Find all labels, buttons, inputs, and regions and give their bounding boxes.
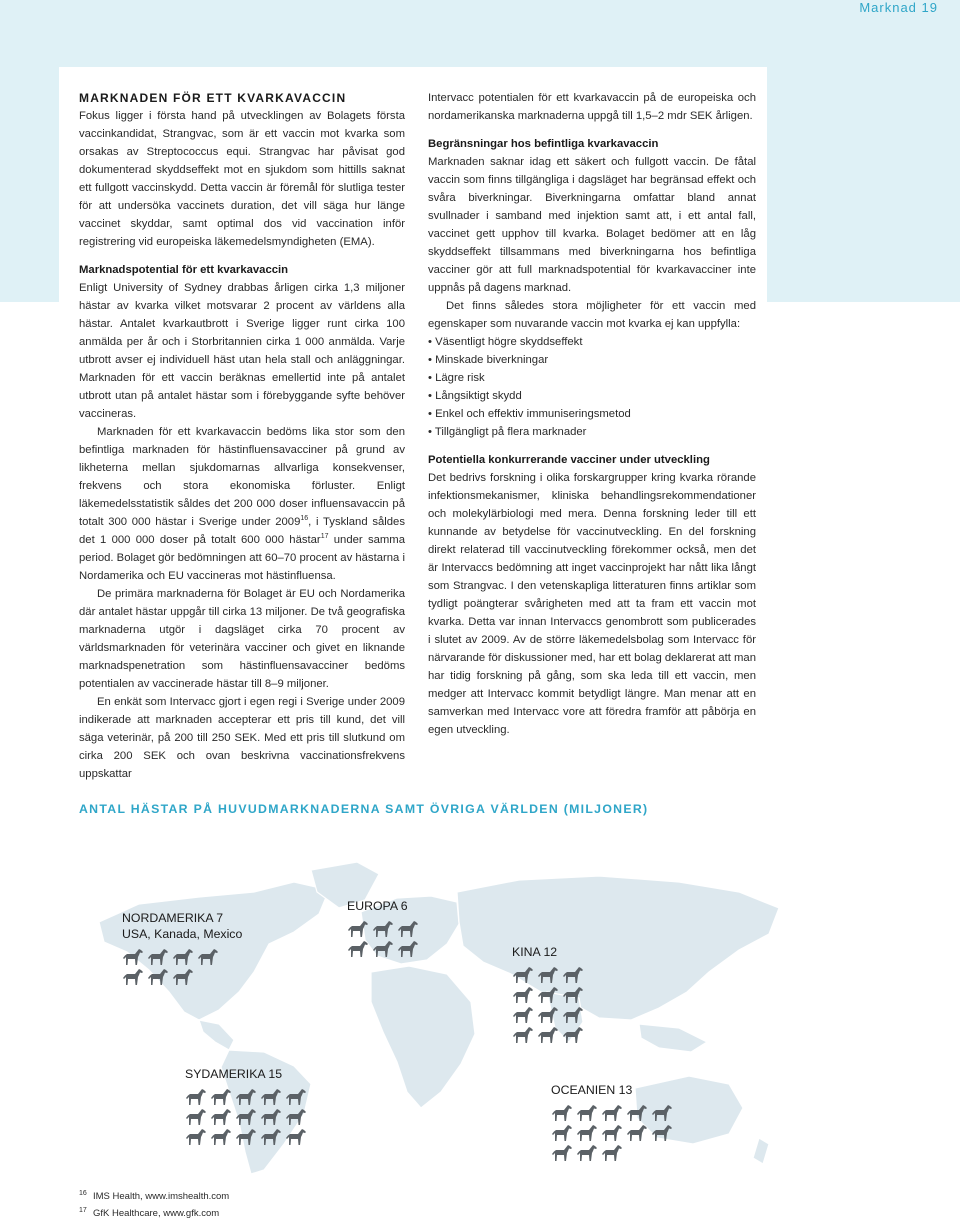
horse-icon: [372, 940, 394, 958]
subheading-limitations: Begränsningar hos befintliga kvarkavaccin: [428, 138, 659, 150]
region-label: EUROPA 6: [347, 899, 408, 913]
advantages-list: [428, 333, 756, 441]
horse-icon: [347, 940, 369, 958]
region-label: SYDAMERIKA 15: [185, 1067, 283, 1081]
horse-icon: [537, 966, 559, 984]
horse-grid: [185, 1088, 307, 1146]
horse-icon: [562, 966, 584, 984]
horse-icon: [210, 1088, 232, 1106]
horse-grid: [347, 920, 419, 958]
horse-icon: [260, 1088, 282, 1106]
horse-icon: [147, 968, 169, 986]
horse-icon: [122, 968, 144, 986]
paragraph: Det finns således stora möjligheter för ett vaccin med egenskaper som nuvarande vaccin mot kvarka ej kan uppfylla:: [428, 300, 756, 330]
southeast-asia-shape: [639, 1024, 707, 1052]
footnote-text: GfK Healthcare, www.gfk.com: [93, 1208, 220, 1219]
list-item: • Enkel och effektiv immuniseringsmetod: [428, 405, 756, 423]
list-item: • Långsiktigt skydd: [428, 387, 756, 405]
horse-icon: [601, 1144, 623, 1162]
horse-icon: [260, 1128, 282, 1146]
horse-icon: [185, 1128, 207, 1146]
horse-icon: [537, 986, 559, 1004]
region-south-america: [185, 1066, 307, 1146]
horse-icon: [285, 1108, 307, 1126]
horse-icon: [651, 1124, 673, 1142]
region-label: NORDAMERIKA 7: [122, 911, 224, 925]
paragraph: Marknaden saknar idag ett säkert och fullgott vaccin. De fåtal vaccin som finns tillgängliga i dagsläget har begränsad effekt och svåra biverkningar. Biverkningarna omfattar bland annat svullnader i samband med injektion samt att, i ett antal fall, vaccinet gett upphov till kvarka. Bolaget bedömer att en låg skyddseffekt tillsammans med biverkningarna hos befintliga vacciner gör att full marknadspotential för kvarkavacciner inte uppnås på dagens marknad.: [428, 156, 756, 294]
horse-icon: [551, 1104, 573, 1122]
region-label: KINA 12: [512, 945, 558, 959]
list-item: • Lägre risk: [428, 369, 756, 387]
horse-icon: [626, 1104, 648, 1122]
page-number: 19: [921, 0, 938, 15]
subheading-competitors: Potentiella konkurrerande vacciner under utveckling: [428, 454, 710, 466]
horse-icon: [197, 948, 219, 966]
section-heading: MARKNADEN FÖR ETT KVARKAVACCIN: [79, 91, 347, 105]
footnotes: [79, 1188, 229, 1221]
horse-icon: [537, 1006, 559, 1024]
horse-icon: [576, 1124, 598, 1142]
horse-icon: [285, 1128, 307, 1146]
horse-icon: [576, 1144, 598, 1162]
horse-icon: [122, 948, 144, 966]
footnote-ref: 16: [300, 515, 309, 523]
africa-shape: [371, 966, 475, 1108]
horse-icon: [562, 986, 584, 1004]
horse-icon: [551, 1124, 573, 1142]
list-item: • Väsentligt högre skyddseffekt: [428, 333, 756, 351]
intro-paragraph: Fokus ligger i första hand på utvecklingen av Bolagets första vaccinkandidat, Strangvac, som är ett vaccin mot kvarka som orsakas av Streptococcus equi. Strangvac har påvisat god dokumenterad skyddseffekt mot en sjukdom som hittills saknat ett fullgott vaccinskydd. Detta vaccin är föremål för slutliga tester för att undersöka vaccinets duration, det vill säga hur länge vaccinet skyddar, samt optimal dos vid vaccination inför registrering vid europeiska läkemedelsmyndigheten (EMA).: [79, 110, 405, 248]
world-map: [79, 852, 799, 1182]
horse-icon: [372, 920, 394, 938]
horse-icon: [235, 1128, 257, 1146]
horse-icon: [562, 1026, 584, 1044]
horse-icon: [537, 1026, 559, 1044]
horse-icon: [512, 966, 534, 984]
horse-icon: [172, 968, 194, 986]
horse-icon: [601, 1104, 623, 1122]
horse-icon: [210, 1128, 232, 1146]
paragraph: Det bedrivs forskning i olika forskargrupper kring kvarka rörande infektionsmekanismer, kliniska behandlingsrekommendationer och molekylärbiologi med mera. Denna forskning leder till ett kunnande av betydelse för vaccinutveckling. En del forskning direkt relaterad till vaccinutveckling förekommer också, men det är Intervaccs bedömning att inget vaccinprojekt har nått lika långt som Strangvac. I den vetenskapliga litteraturen finns artiklar som tydligt poängterar svårigheten med att ta fram ett vaccin mot kvarka. Detta var innan Intervaccs genombrott som publicerades i slutet av 2009. Av de större läkemedelsbolag som Intervacc för närvarande för diskussioner med, har ett bolag deklarerat att man har tidig forskning på gång, som ska leda till ett vaccin, men medger att Intervacc kommit betydligt längre. Man menar att en samverkan med Intervacc vore att föredra framför att påbörja en egen utveckling.: [428, 472, 756, 736]
paragraph-text: Marknaden för ett kvarkavaccin bedöms lika stor som den befintliga marknaden för hästinfluensavacciner på grund av likheterna mellan sjukdomarnas allvarliga konsekvenser, frekvens och stora ekonomiska förluster. Enligt läkemedelsstatistik såldes det 200 000 doser influensavaccin på totalt 300 000 hästar i Sverige under 2009: [79, 426, 405, 528]
horse-icon: [601, 1124, 623, 1142]
horse-grid: [551, 1104, 673, 1162]
subheading-market-potential: Marknadspotential för ett kvarkavaccin: [79, 264, 289, 276]
paragraph-text: , i Tyskland såldes det 1 000 000 doser på totalt 600 000 hästar: [79, 516, 405, 546]
right-column: [428, 89, 756, 739]
list-item: • Tillgängligt på flera marknader: [428, 423, 756, 441]
asia-shape: [457, 876, 779, 1020]
horse-grid: [122, 948, 242, 986]
paragraph: En enkät som Intervacc gjort i egen regi i Sverige under 2009 indikerade att marknaden accepterar ett pris till kund, det vill säga veterinär, på 200 till 250 SEK. Med ett pris till slutkund om cirka 200 SEK och ovan beskrivna vaccinationsfrekvens uppskattar: [79, 696, 405, 780]
horse-icon: [347, 920, 369, 938]
paragraph: Enligt University of Sydney drabbas årligen cirka 1,3 miljoner hästar av kvarka vilket motsvarar 2 procent av världens alla hästar. Antalet kvarkautbrott i Sverige ligger runt cirka 100 anmälda per år och i Storbritannien cirka 1 000 anmälda. Varje utbrott avser ej individuell häst utan hela stall och anläggningar. Marknaden för ett vaccin beräknas emellertid inte på antalet utbrott utan på antalet hästar som i förebyggande syfte behöver vaccineras.: [79, 282, 405, 420]
horse-icon: [626, 1124, 648, 1142]
page-header: [859, 0, 938, 15]
horse-icon: [397, 920, 419, 938]
paragraph-text: under samma period. Bolaget gör bedömningen att 60–70 procent av hästarna i Nordamerika och EU vaccineras mot hästinfluensa.: [79, 534, 405, 582]
paragraph: [79, 423, 405, 585]
horse-icon: [260, 1108, 282, 1126]
horse-icon: [512, 986, 534, 1004]
footnote-text: IMS Health, www.imshealth.com: [93, 1191, 230, 1202]
footnote: 16 IMS Health, www.imshealth.com: [79, 1189, 230, 1202]
footnote-ref: 17: [320, 533, 329, 541]
region-sublabel: USA, Kanada, Mexico: [122, 927, 243, 941]
horse-icon: [235, 1088, 257, 1106]
horse-icon: [185, 1108, 207, 1126]
region-north-america: [122, 910, 242, 986]
region-europe: [347, 898, 419, 958]
paragraph: De primära marknaderna för Bolaget är EU och Nordamerika där antalet hästar uppgår till cirka 13 miljoner. De två geografiska marknaderna utgör i dagsläget cirka 70 procent av världsmarknaden för veterinära vacciner och givet en liknande marknadspenetration som hästinfluensavacciner bedöms potentialen av vaccinerade hästar till 8–9 miljoner.: [79, 588, 405, 690]
horse-icon: [185, 1088, 207, 1106]
region-label: OCEANIEN 13: [551, 1083, 633, 1097]
horse-icon: [551, 1144, 573, 1162]
section-name: Marknad: [859, 0, 917, 15]
new-zealand-shape: [753, 1138, 769, 1164]
list-item: • Minskade biverkningar: [428, 351, 756, 369]
horse-grid: [512, 966, 584, 1044]
map-title: ANTAL HÄSTAR PÅ HUVUDMARKNADERNA SAMT ÖVRIGA VÄRLDEN (MILJONER): [79, 802, 649, 816]
region-oceania: [551, 1082, 673, 1162]
paragraph: Intervacc potentialen för ett kvarkavaccin på de europeiska och nordamerikanska marknaderna uppgå till 1,5–2 mdr SEK årligen.: [428, 92, 756, 122]
horse-icon: [562, 1006, 584, 1024]
horse-icon: [172, 948, 194, 966]
horse-icon: [397, 940, 419, 958]
footnote: 17 GfK Healthcare, www.gfk.com: [79, 1206, 220, 1219]
horse-icon: [512, 1006, 534, 1024]
horse-icon: [512, 1026, 534, 1044]
horse-icon: [285, 1088, 307, 1106]
horse-icon: [651, 1104, 673, 1122]
horse-icon: [210, 1108, 232, 1126]
region-china: [512, 944, 584, 1044]
central-america-shape: [199, 1020, 234, 1050]
horse-icon: [147, 948, 169, 966]
left-column: [79, 89, 405, 783]
horse-icon: [235, 1108, 257, 1126]
horse-icon: [576, 1104, 598, 1122]
